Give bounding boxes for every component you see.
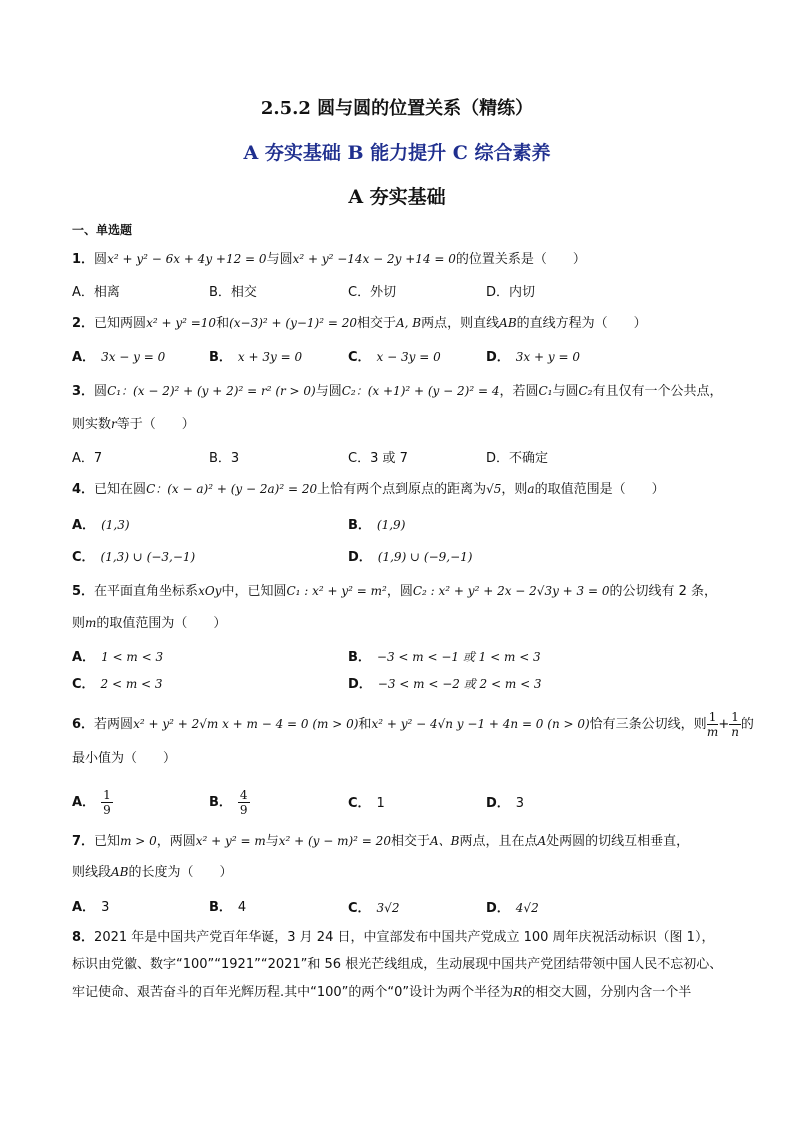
option-a: A． 3 [72, 900, 110, 915]
option-d: D． 3 [486, 796, 525, 811]
question-number: 3． [72, 384, 95, 399]
question-5 [72, 582, 717, 601]
math-expression: √5 [486, 482, 502, 496]
math-expression: C₂ [578, 384, 593, 398]
question-number: 1． [72, 252, 95, 267]
question-text: 两点，则直线 [421, 316, 500, 331]
question-text: 与 [265, 834, 279, 849]
option-c: C． (1,3) ∪ (−3,−1) [72, 550, 196, 565]
option-d: D．不确定 [486, 451, 549, 466]
question-text: ，若圆 [499, 384, 539, 399]
question-5-line-2 [72, 614, 226, 633]
option-c: C． x − 3y = 0 [348, 350, 441, 365]
question-1 [72, 250, 586, 269]
math-expression: r [111, 417, 117, 431]
option-d: D．内切 [486, 285, 536, 300]
question-text: 两点，且在点 [459, 834, 538, 849]
math-expression: x² + (y − m)² = 20 [278, 834, 391, 848]
question-text: ，两圆 [156, 834, 196, 849]
fraction: $\frac{1}{n}$ [731, 710, 739, 739]
option-d: D． (1,9) ∪ (−9,−1) [348, 550, 473, 565]
math-expression: x² + y² + 2√m x + m − 4 = 0 (m > 0) [133, 717, 359, 731]
question-text: 的公切线有 2 条， [609, 584, 718, 599]
option-a: A．7 [72, 451, 103, 466]
option-b: B． (1,9) [348, 518, 406, 533]
question-8 [72, 929, 714, 947]
question-text: 处两圆的切线互相垂直， [546, 834, 690, 849]
question-text: 在平面直角坐标系 [94, 584, 199, 599]
option-a: A． 3x − y = 0 [72, 350, 166, 365]
question-text: 的长度为（ ） [128, 865, 233, 880]
question-number: 8． [72, 930, 95, 945]
question-text: 的取值范围是（ ） [534, 482, 665, 497]
math-expression: C₁ [538, 384, 553, 398]
option-b: B． 4 [209, 900, 247, 915]
math-expression: AB [499, 316, 517, 330]
page-title: 2.5.2 圆与圆的位置关系（精练） [260, 98, 534, 119]
question-3 [72, 382, 723, 401]
question-text: 上恰有两个点到原点的距离为 [317, 482, 487, 497]
math-expression: C₂：(x +1)² + (y − 2)² = 4 [341, 384, 500, 398]
math-expression: C₁ : x² + y² = m² [286, 584, 387, 598]
math-expression: (x−3)² + (y−1)² = 20 [229, 316, 357, 330]
question-8-line-3 [72, 983, 691, 1002]
question-8-line-2: 标识由党徽、数字“100”“1921”“2021”和 56 根光芒线组成，生动展现中国共产党团结带领中国人民不忘初心、 [72, 957, 723, 972]
question-text: 则线段 [72, 865, 112, 880]
option-b: B． x + 3y = 0 [209, 350, 303, 365]
option-a: A． 1 < m < 3 [72, 650, 164, 665]
question-text: 与圆 [315, 384, 342, 399]
question-text: 恰有三条公切线，则 [589, 717, 707, 732]
question-text: 已知在圆 [94, 482, 147, 497]
question-text: 圆 [94, 384, 108, 399]
math-expression: a [527, 482, 535, 496]
option-b: B．相交 [209, 285, 257, 300]
math-expression: A, B [396, 316, 422, 330]
math-expression: x² + y² − 6x + 4y +12 = 0 [107, 252, 267, 266]
question-text: 若两圆 [94, 717, 134, 732]
question-text: 已知两圆 [94, 316, 147, 331]
math-expression: m > 0 [120, 834, 157, 848]
option-d: D． 3x + y = 0 [486, 350, 580, 365]
question-text: 相交于 [357, 316, 397, 331]
page-subtitle: A 夯实基础 B 能力提升 C 综合素养 [243, 142, 551, 164]
math-expression: m [85, 616, 97, 630]
question-text: 与圆 [552, 384, 579, 399]
question-text: 有且仅有一个公共点， [592, 384, 723, 399]
question-number: 5． [72, 584, 95, 599]
math-expression: C₁：(x − 2)² + (y + 2)² = r² (r > 0) [107, 384, 316, 398]
question-text: 的 [740, 717, 754, 732]
question-text: 圆 [94, 252, 108, 267]
math-expression: x² + y² =10 [146, 316, 217, 330]
question-text: 中，已知圆 [221, 584, 287, 599]
question-text: 的取值范围为（ ） [96, 616, 227, 631]
section-label: 一、单选题 [72, 223, 133, 237]
fraction: $\frac{1}{m}$ [706, 710, 719, 739]
question-text: 最小值为（ ） [72, 751, 177, 766]
question-number: 6． [72, 717, 95, 732]
math-expression: x² + y² − 4√n y −1 + 4n = 0 (n > 0) [371, 717, 590, 731]
question-text: 和 [216, 316, 230, 331]
question-2 [72, 314, 647, 333]
question-number: 2． [72, 316, 95, 331]
fraction: $\frac{4}{9}$ [239, 788, 248, 817]
option-c: C．外切 [348, 285, 397, 300]
question-4 [72, 480, 665, 499]
question-text: 等于（ ） [116, 417, 195, 432]
math-expression: C₂ : x² + y² + 2x − 2√3y + 3 = 0 [412, 584, 610, 598]
question-text: 则实数 [72, 417, 112, 432]
option-b: B． $\frac{4}{9}$ [209, 788, 248, 817]
fraction: $\frac{1}{9}$ [103, 788, 111, 817]
option-a: A．相离 [72, 285, 120, 300]
question-text: 和 [358, 717, 372, 732]
math-expression: x² + y² −14x − 2y +14 = 0 [292, 252, 456, 266]
option-c: C． 2 < m < 3 [72, 677, 163, 692]
question-number: 7． [72, 834, 95, 849]
question-text: 牢记使命、艰苦奋斗的百年光辉历程.其中“100”的两个“0”设计为两个半径为 [72, 985, 514, 1000]
math-expression: A [537, 834, 547, 848]
option-d: D． −3 < m < −2 或 2 < m < 3 [348, 677, 542, 692]
math-expression: R [513, 985, 523, 999]
question-text: ，则 [501, 482, 528, 497]
question-text: ，圆 [386, 584, 413, 599]
option-a: A． (1,3) [72, 518, 130, 533]
question-number: 4． [72, 482, 95, 497]
plus-sign: + [718, 717, 730, 732]
math-expression: AB [111, 865, 129, 879]
question-7 [72, 832, 689, 851]
option-c: C． 3√2 [348, 901, 400, 916]
question-text: 的位置关系是（ ） [455, 252, 586, 267]
question-text: 已知 [94, 834, 121, 849]
math-expression: A、B [429, 834, 460, 848]
option-d: D． 4√2 [486, 901, 539, 916]
question-text: 的直线方程为（ ） [516, 316, 647, 331]
question-6 [72, 710, 754, 739]
question-text: 与圆 [266, 252, 293, 267]
section-heading: A 夯实基础 [348, 186, 446, 208]
math-expression: x² + y² = m [195, 834, 266, 848]
option-c: C． 1 [348, 796, 385, 811]
option-a: A． $\frac{1}{9}$ [72, 788, 111, 817]
option-b: B．3 [209, 451, 240, 466]
question-text: 则 [72, 616, 86, 631]
question-7-line-2 [72, 863, 233, 882]
math-expression: C：(x − a)² + (y − 2a)² = 20 [146, 482, 318, 496]
question-text: 相交于 [390, 834, 430, 849]
question-text: 的相交大圆，分别内含一个半 [522, 985, 692, 1000]
option-c: C．3 或 7 [348, 451, 408, 466]
question-3-line-2 [72, 415, 195, 434]
math-expression: xOy [198, 584, 222, 598]
option-b: B． −3 < m < −1 或 1 < m < 3 [348, 650, 541, 665]
question-6-line-2 [72, 750, 176, 768]
question-text: 2021 年是中国共产党百年华诞，3 月 24 日，中宣部发布中国共产党成立 100 周年庆祝活动标识（图 1）， [94, 930, 715, 945]
